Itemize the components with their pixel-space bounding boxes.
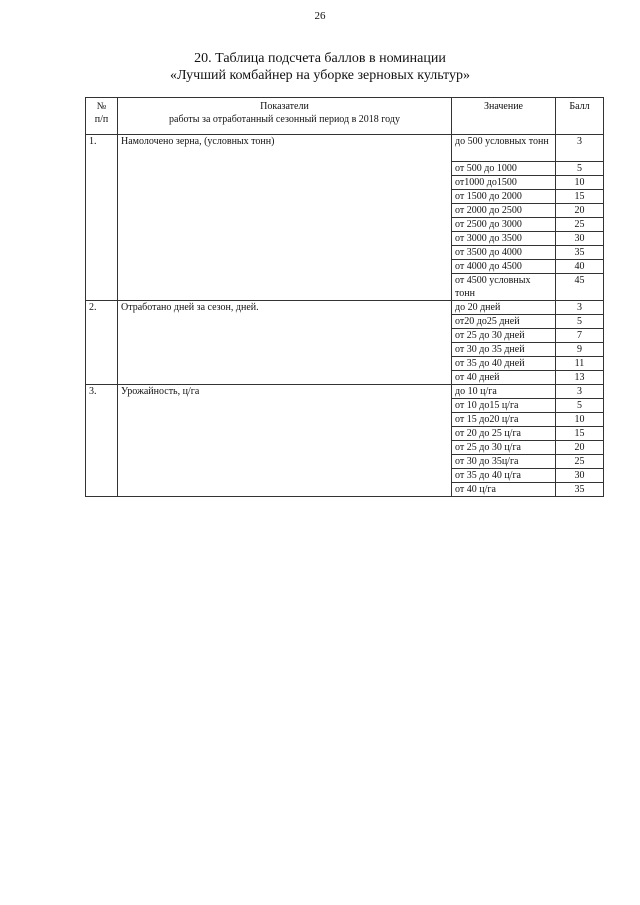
points-cell: 35 bbox=[556, 483, 604, 497]
points-cell: 20 bbox=[556, 441, 604, 455]
points-cell: 25 bbox=[556, 455, 604, 469]
value-cell: от 25 до 30 ц/га bbox=[452, 441, 556, 455]
points-cell: 30 bbox=[556, 232, 604, 246]
points-cell: 11 bbox=[556, 357, 604, 371]
points-cell: 40 bbox=[556, 260, 604, 274]
value-cell: от 30 до 35ц/га bbox=[452, 455, 556, 469]
value-cell: от 2500 до 3000 bbox=[452, 218, 556, 232]
points-cell: 13 bbox=[556, 371, 604, 385]
value-cell: от 35 до 40 ц/га bbox=[452, 469, 556, 483]
value-cell: от 15 до20 ц/га bbox=[452, 413, 556, 427]
points-cell: 7 bbox=[556, 329, 604, 343]
value-cell: до 10 ц/га bbox=[452, 385, 556, 399]
points-cell: 35 bbox=[556, 246, 604, 260]
points-cell: 45 bbox=[556, 274, 604, 301]
points-cell: 3 bbox=[556, 135, 604, 162]
indicator-cell: Намолочено зерна, (условных тонн) bbox=[118, 135, 452, 301]
header-indicator-line-1: Показатели bbox=[260, 101, 309, 112]
value-cell: от 4000 до 4500 bbox=[452, 260, 556, 274]
score-table bbox=[85, 97, 604, 497]
table-row bbox=[86, 135, 604, 162]
value-cell: от 40 ц/га bbox=[452, 483, 556, 497]
header-row bbox=[86, 98, 604, 135]
points-cell: 5 bbox=[556, 399, 604, 413]
title-line-2: «Лучший комбайнер на уборке зерновых культур» bbox=[170, 68, 470, 83]
value-cell: от 20 до 25 ц/га bbox=[452, 427, 556, 441]
value-cell: от 10 до15 ц/га bbox=[452, 399, 556, 413]
indicator-cell: Урожайность, ц/га bbox=[118, 385, 452, 497]
value-cell: от 40 дней bbox=[452, 371, 556, 385]
points-cell: 25 bbox=[556, 218, 604, 232]
table-row bbox=[86, 385, 604, 399]
table-row bbox=[86, 301, 604, 315]
row-number: 2. bbox=[86, 301, 118, 385]
points-cell: 5 bbox=[556, 315, 604, 329]
header-indicator-line-2: работы за отработанный сезонный период в 2018 году bbox=[169, 114, 400, 125]
points-cell: 9 bbox=[556, 343, 604, 357]
header-num bbox=[86, 98, 118, 135]
value-cell: от 30 до 35 дней bbox=[452, 343, 556, 357]
header-num-line-2: п/п bbox=[94, 114, 109, 125]
points-cell: 10 bbox=[556, 413, 604, 427]
value-cell: от 2000 до 2500 bbox=[452, 204, 556, 218]
page-number: 26 bbox=[314, 10, 326, 22]
value-cell: от 3500 до 4000 bbox=[452, 246, 556, 260]
value-cell: от1000 до1500 bbox=[452, 176, 556, 190]
indicator-cell: Отработано дней за сезон, дней. bbox=[118, 301, 452, 385]
header-num-line-1: № bbox=[96, 101, 107, 112]
value-cell: до 500 условных тонн bbox=[452, 135, 556, 162]
points-cell: 15 bbox=[556, 190, 604, 204]
value-cell: от 4500 условных тонн bbox=[452, 274, 556, 301]
header-value: Значение bbox=[452, 98, 556, 135]
value-cell: от 3000 до 3500 bbox=[452, 232, 556, 246]
value-cell: от20 до25 дней bbox=[452, 315, 556, 329]
row-number: 1. bbox=[86, 135, 118, 301]
points-cell: 10 bbox=[556, 176, 604, 190]
points-cell: 5 bbox=[556, 162, 604, 176]
score-table-body bbox=[86, 135, 604, 497]
points-cell: 3 bbox=[556, 385, 604, 399]
points-cell: 20 bbox=[556, 204, 604, 218]
points-cell: 30 bbox=[556, 469, 604, 483]
value-cell: до 20 дней bbox=[452, 301, 556, 315]
value-cell: от 500 до 1000 bbox=[452, 162, 556, 176]
points-cell: 3 bbox=[556, 301, 604, 315]
value-cell: от 35 до 40 дней bbox=[452, 357, 556, 371]
header-indicator bbox=[118, 98, 452, 135]
title-line-1: 20. Таблица подсчета баллов в номинации bbox=[194, 51, 446, 66]
row-number: 3. bbox=[86, 385, 118, 497]
value-cell: от 1500 до 2000 bbox=[452, 190, 556, 204]
value-cell: от 25 до 30 дней bbox=[452, 329, 556, 343]
points-cell: 15 bbox=[556, 427, 604, 441]
header-points: Балл bbox=[556, 98, 604, 135]
document-title bbox=[0, 50, 640, 84]
